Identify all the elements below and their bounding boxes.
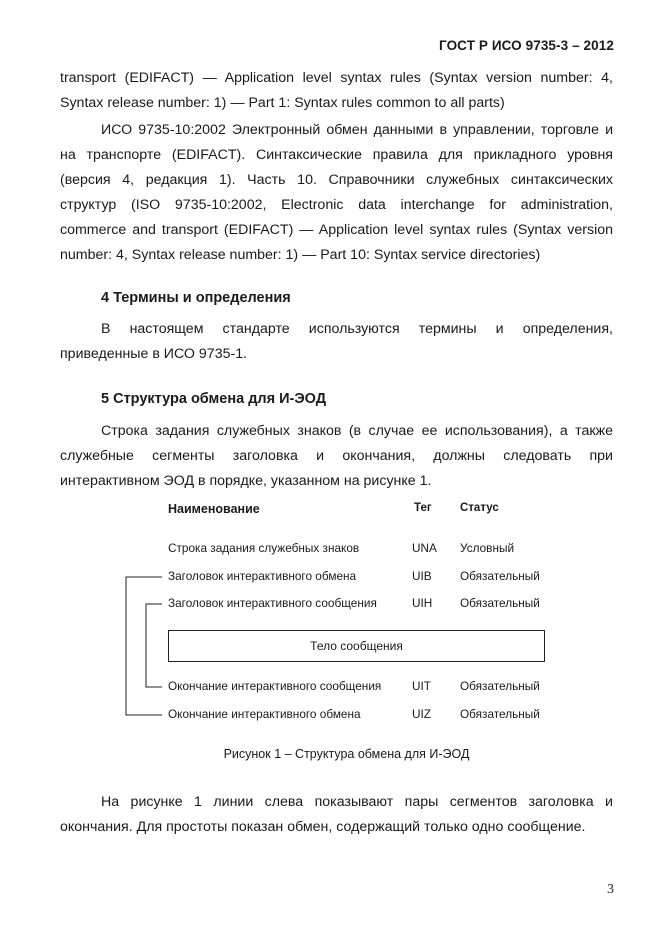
segment-name: Заголовок интерактивного сообщения bbox=[168, 596, 377, 610]
segment-tag: UIZ bbox=[412, 707, 432, 721]
segment-status: Обязательный bbox=[460, 679, 540, 693]
segment-status: Обязательный bbox=[460, 569, 540, 583]
figure-row-uit bbox=[110, 679, 560, 697]
text-line: на транспорте (EDIFACT). Синтаксические правила для прикладного уровня bbox=[60, 147, 613, 163]
segment-name: Окончание интерактивного сообщения bbox=[168, 679, 382, 693]
column-header-status: Статус bbox=[460, 502, 499, 514]
text-line: Syntax release number: 1) — Part 1: Syntax rules common to all parts) bbox=[60, 95, 505, 111]
page-number: 3 bbox=[607, 882, 614, 897]
message-body-label: Тело сообщения bbox=[310, 639, 403, 653]
text-line: В настоящем стандарте используются термины и определения, bbox=[101, 321, 613, 337]
segment-tag: UIB bbox=[412, 569, 432, 583]
segment-name: Заголовок интерактивного обмена bbox=[168, 569, 357, 583]
figure-row-una bbox=[110, 541, 560, 559]
text-line: интерактивном ЭОД в порядке, указанном на рисунке 1. bbox=[60, 473, 432, 489]
segment-tag: UNA bbox=[412, 541, 437, 555]
text-line: (версия 4, редакция 1). Часть 10. Справочники служебных синтаксических bbox=[60, 172, 613, 188]
text-line: окончания. Для простоты показан обмен, содержащий только одно сообщение. bbox=[60, 819, 586, 835]
segment-name: Строка задания служебных знаков bbox=[168, 541, 360, 555]
paragraph-iso-9735-10 bbox=[60, 118, 613, 268]
paragraph-reference-continuation bbox=[60, 66, 613, 116]
text-line: служебные сегменты заголовка и окончания, должны следовать при bbox=[60, 448, 613, 464]
message-pair-bracket bbox=[146, 604, 162, 687]
figure-caption: Рисунок 1 – Структура обмена для И-ЭОД bbox=[223, 747, 470, 761]
section-heading-terms: 4 Термины и определения bbox=[101, 290, 291, 306]
segment-tag: UIH bbox=[412, 596, 433, 610]
figure-row-uih bbox=[110, 596, 560, 614]
paragraph-figure-explanation bbox=[60, 790, 613, 840]
segment-tag: UIT bbox=[412, 679, 432, 693]
text-line: commerce and transport (EDIFACT) — Application level syntax rules (Syntax version bbox=[60, 222, 613, 238]
paragraph-terms bbox=[60, 317, 613, 367]
interchange-pair-bracket bbox=[126, 577, 162, 715]
text-line: transport (EDIFACT) — Application level syntax rules (Syntax version number: 4, bbox=[60, 70, 613, 86]
figure-header-row bbox=[110, 502, 560, 520]
message-body-box bbox=[168, 630, 545, 662]
pairing-brackets bbox=[110, 496, 170, 736]
section-heading-structure: 5 Структура обмена для И-ЭОД bbox=[101, 391, 327, 407]
paragraph-structure bbox=[60, 419, 613, 494]
text-line: приведенные в ИСО 9735-1. bbox=[60, 346, 248, 362]
text-line: Строка задания служебных знаков (в случае ее использования), а также bbox=[101, 423, 613, 439]
segment-status: Обязательный bbox=[460, 707, 540, 721]
segment-status: Условный bbox=[460, 541, 515, 555]
text-line: На рисунке 1 линии слева показывают пары сегментов заголовка и bbox=[101, 794, 613, 810]
figure-row-uiz bbox=[110, 707, 560, 725]
column-header-name: Наименование bbox=[168, 502, 260, 516]
segment-status: Обязательный bbox=[460, 596, 540, 610]
segment-name: Окончание интерактивного обмена bbox=[168, 707, 361, 721]
figure-exchange-structure bbox=[110, 496, 560, 736]
text-line: number: 4, Syntax release number: 1) — Part 10: Syntax service directories) bbox=[60, 247, 541, 263]
text-line: структур (ISO 9735-10:2002, Electronic data interchange for administration, bbox=[60, 197, 613, 213]
text-line: ИСО 9735-10:2002 Электронный обмен данными в управлении, торговле и bbox=[101, 122, 613, 138]
document-header: ГОСТ Р ИСО 9735-3 – 2012 bbox=[439, 38, 614, 53]
figure-row-uib bbox=[110, 569, 560, 587]
column-header-tag: Тег bbox=[414, 502, 432, 514]
